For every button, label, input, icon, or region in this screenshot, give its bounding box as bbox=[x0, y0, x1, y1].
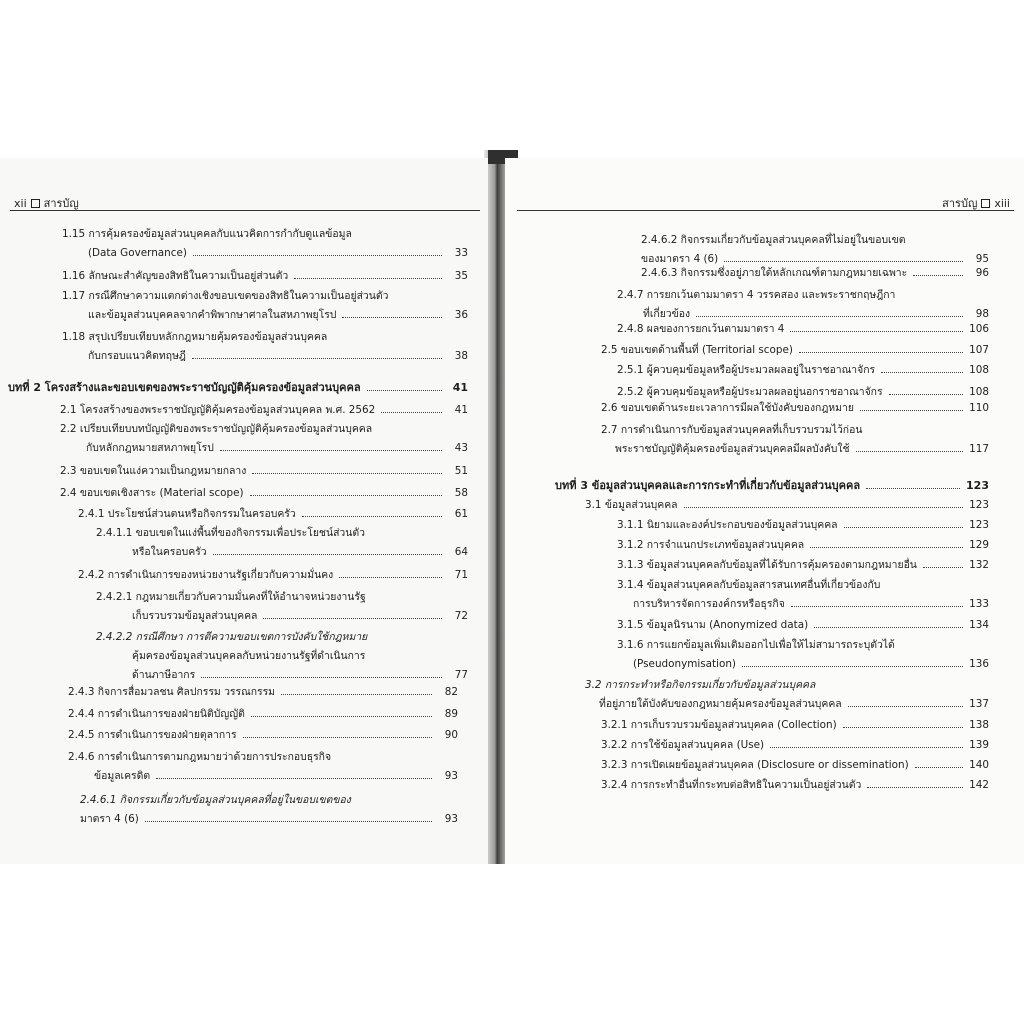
toc-page-number: 64 bbox=[454, 546, 468, 558]
right-page bbox=[505, 158, 1024, 864]
dot-leader bbox=[696, 316, 963, 317]
toc-entry-text: 2.5.2 ผู้ควบคุมข้อมูลหรือผู้ประมวลผลอยู่นอกราชอาณาจักร bbox=[617, 386, 883, 398]
toc-entry-text: 1.15 การคุ้มครองข้อมูลส่วนบุคคลกับแนวคิดการกำกับดูแลข้อมูล bbox=[62, 228, 352, 240]
toc-page-number: 133 bbox=[969, 598, 989, 610]
dot-leader bbox=[848, 706, 963, 707]
toc-entry bbox=[617, 576, 989, 614]
toc-entry-line bbox=[68, 705, 458, 724]
toc-page-number: 129 bbox=[969, 539, 989, 551]
toc-entry bbox=[617, 636, 989, 674]
dot-leader bbox=[843, 727, 963, 728]
toc-entry-line bbox=[601, 399, 989, 418]
toc-entry bbox=[68, 683, 458, 702]
toc-entry-line bbox=[617, 616, 989, 635]
toc-entry-text: ด้านภาษีอากร bbox=[132, 669, 196, 681]
toc-entry bbox=[617, 556, 989, 575]
toc-entry-text: 3.2.1 การเก็บรวบรวมข้อมูลส่วนบุคคล (Collection) bbox=[601, 719, 837, 731]
toc-entry-text: 2.4.4 การดำเนินการของฝ่ายนิติบัญญัติ bbox=[68, 708, 245, 720]
toc-entry-text: 2.4.6.1 กิจกรรมเกี่ยวกับข้อมูลส่วนบุคคลที่อยู่ในขอบเขตของ bbox=[80, 794, 351, 806]
dot-leader bbox=[243, 737, 432, 738]
toc-page-number: 98 bbox=[975, 308, 989, 320]
toc-entry-line bbox=[601, 440, 989, 459]
dot-leader bbox=[281, 694, 432, 695]
toc-entry-text: 3.1 ข้อมูลส่วนบุคคล bbox=[585, 499, 678, 511]
toc-page-number: 96 bbox=[975, 267, 989, 279]
toc-entry-line bbox=[617, 556, 989, 575]
dot-leader bbox=[923, 567, 963, 568]
toc-chapter-entry bbox=[8, 378, 468, 397]
dot-leader bbox=[856, 451, 963, 452]
toc-entry-text: 2.4.1.1 ขอบเขตในแง่พื้นที่ของกิจกรรมเพื่อประโยชน์ส่วนตัว bbox=[96, 527, 365, 539]
toc-entry-line bbox=[601, 716, 989, 735]
toc-entry-text: 2.4.5 การดำเนินการของฝ่ายตุลาการ bbox=[68, 729, 237, 741]
dot-leader bbox=[866, 488, 960, 489]
toc-page-number: 51 bbox=[454, 465, 468, 477]
toc-entry-line bbox=[80, 810, 458, 829]
toc-entry-text: 1.16 ลักษณะสำคัญของสิทธิในความเป็นอยู่ส่วนตัว bbox=[62, 270, 289, 282]
page-numeral: xiii bbox=[994, 196, 1010, 210]
dot-leader bbox=[367, 390, 442, 391]
dot-leader bbox=[252, 473, 442, 474]
dot-leader bbox=[881, 372, 963, 373]
toc-entry-text: 3.2 การกระทำหรือกิจกรรมเกี่ยวกับข้อมูลส่วนบุคคล bbox=[585, 679, 816, 691]
toc-entry-text: บทที่ 2 โครงสร้างและขอบเขตของพระราชบัญญัติคุ้มครองข้อมูลส่วนบุคคล bbox=[8, 381, 361, 394]
toc-entry bbox=[62, 328, 468, 366]
toc-entry bbox=[585, 676, 989, 714]
toc-page-number: 110 bbox=[969, 402, 989, 414]
toc-entry bbox=[60, 420, 468, 458]
toc-entry-line bbox=[78, 566, 468, 585]
toc-entry-text: หรือในครอบครัว bbox=[132, 546, 207, 558]
toc-entry-text: และข้อมูลส่วนบุคคลจากคำพิพากษาศาลในสหภาพยุโรป bbox=[88, 309, 337, 321]
toc-page-number: 41 bbox=[452, 381, 468, 394]
toc-entry-line bbox=[62, 347, 468, 366]
toc-entry-text: 2.7 การดำเนินการกับข้อมูลส่วนบุคคลที่เก็บรวบรวมไว้ก่อน bbox=[601, 424, 863, 436]
toc-entry-text: 2.3 ขอบเขตในแง่ความเป็นกฎหมายกลาง bbox=[60, 465, 247, 477]
toc-entry-text: การบริหารจัดการองค์กรหรือธุรกิจ bbox=[633, 598, 785, 610]
toc-entry-text: 2.4.8 ผลของการยกเว้นตามมาตรา 4 bbox=[617, 323, 785, 335]
dot-leader bbox=[889, 394, 963, 395]
toc-entry-text: คุ้มครองข้อมูลส่วนบุคคลกับหน่วยงานรัฐที่ดำเนินการ bbox=[132, 650, 366, 662]
toc-page-number: 77 bbox=[454, 669, 468, 681]
toc-page-number: 134 bbox=[969, 619, 989, 631]
toc-entry-text: กับหลักกฎหมายสหภาพยุโรป bbox=[86, 442, 214, 454]
toc-entry-text: 2.1 โครงสร้างของพระราชบัญญัติคุ้มครองข้อมูลส่วนบุคคล พ.ศ. 2562 bbox=[60, 404, 376, 416]
toc-entry bbox=[601, 756, 989, 775]
toc-page-number: 132 bbox=[969, 559, 989, 571]
dot-leader bbox=[867, 787, 963, 788]
dot-leader bbox=[742, 666, 963, 667]
dot-leader bbox=[724, 261, 963, 262]
toc-entry-line bbox=[555, 476, 989, 495]
toc-entry bbox=[62, 225, 468, 263]
toc-entry-text: 3.1.6 การแยกข้อมูลเพิ่มเติมออกไปเพื่อให้ไม่สามารถระบุตัวได้ bbox=[617, 639, 895, 651]
dot-leader bbox=[193, 255, 442, 256]
toc-entry-line bbox=[68, 683, 458, 702]
toc-page-number: 72 bbox=[454, 610, 468, 622]
toc-entry-text: (Data Governance) bbox=[88, 247, 187, 259]
dot-leader bbox=[790, 331, 963, 332]
toc-entry-text: 2.2 เปรียบเทียบบทบัญญัติของพระราชบัญญัติคุ้มครองข้อมูลส่วนบุคคล bbox=[60, 423, 373, 435]
toc-page-number: 95 bbox=[975, 253, 989, 265]
toc-entry-line bbox=[617, 655, 989, 674]
toc-entry bbox=[601, 421, 989, 459]
toc-entry bbox=[601, 736, 989, 755]
toc-entry-text: เก็บรวบรวมข้อมูลส่วนบุคคล bbox=[132, 610, 258, 622]
toc-page-number: 36 bbox=[454, 309, 468, 321]
toc-entry-line bbox=[68, 726, 458, 745]
toc-entry-text: ที่เกี่ยวข้อง bbox=[643, 308, 691, 320]
dot-leader bbox=[684, 507, 963, 508]
toc-entry bbox=[60, 462, 468, 481]
toc-entry-line bbox=[68, 767, 458, 786]
toc-entry-text: 2.5 ขอบเขตด้านพื้นที่ (Territorial scope) bbox=[601, 344, 793, 356]
toc-entry-text: 2.4.6 การดำเนินการตามกฎหมายว่าด้วยการประกอบธุรกิจ bbox=[68, 751, 332, 763]
left-page bbox=[0, 158, 488, 864]
square-icon bbox=[981, 199, 990, 208]
dot-leader bbox=[156, 778, 432, 779]
toc-entry-line bbox=[617, 361, 989, 380]
toc-entry bbox=[601, 399, 989, 418]
dot-leader bbox=[339, 577, 442, 578]
dot-leader bbox=[913, 275, 963, 276]
toc-entry-text: 3.1.1 นิยามและองค์ประกอบของข้อมูลส่วนบุคคล bbox=[617, 519, 838, 531]
dot-leader bbox=[213, 554, 442, 555]
dot-leader bbox=[145, 821, 432, 822]
toc-entry-text: ที่อยู่ภายใต้บังคับของกฎหมายคุ้มครองข้อมูลส่วนบุคคล bbox=[599, 698, 842, 710]
page-numeral: xii bbox=[14, 196, 27, 210]
toc-entry-text: บทที่ 3 ข้อมูลส่วนบุคคลและการกระทำที่เกี่ยวกับข้อมูลส่วนบุคคล bbox=[555, 479, 861, 492]
toc-entry bbox=[617, 536, 989, 555]
dot-leader bbox=[201, 677, 442, 678]
toc-page-number: 35 bbox=[454, 270, 468, 282]
toc-entry-text: 2.4.2 การดำเนินการของหน่วยงานรัฐเกี่ยวกับความมั่นคง bbox=[78, 569, 334, 581]
toc-entry bbox=[601, 776, 989, 795]
toc-entry bbox=[617, 320, 989, 339]
toc-entry bbox=[617, 286, 989, 324]
toc-page-number: 41 bbox=[454, 404, 468, 416]
toc-page-number: 140 bbox=[969, 759, 989, 771]
toc-entry bbox=[617, 361, 989, 380]
dot-leader bbox=[251, 716, 432, 717]
toc-page-number: 82 bbox=[444, 686, 458, 698]
toc-page-number: 108 bbox=[969, 386, 989, 398]
toc-page-number: 137 bbox=[969, 698, 989, 710]
toc-page-number: 89 bbox=[444, 708, 458, 720]
toc-entry bbox=[96, 628, 468, 685]
toc-entry bbox=[68, 705, 458, 724]
dot-leader bbox=[860, 410, 963, 411]
toc-entry-line bbox=[617, 595, 989, 614]
toc-entry-line bbox=[62, 306, 468, 325]
toc-page-number: 43 bbox=[454, 442, 468, 454]
toc-entry bbox=[96, 524, 468, 562]
toc-entry bbox=[78, 566, 468, 585]
toc-entry-text: 2.4.6.3 กิจกรรมซึ่งอยู่ภายใต้หลักเกณฑ์ตามกฎหมายเฉพาะ bbox=[641, 267, 908, 279]
toc-page-number: 90 bbox=[444, 729, 458, 741]
toc-entry-text: 3.2.2 การใช้ข้อมูลส่วนบุคคล (Use) bbox=[601, 739, 765, 751]
toc-page-number: 107 bbox=[969, 344, 989, 356]
toc-entry-line bbox=[601, 776, 989, 795]
toc-entry-line bbox=[601, 341, 989, 360]
toc-page-number: 123 bbox=[969, 519, 989, 531]
toc-entry-text: (Pseudonymisation) bbox=[633, 658, 736, 670]
toc-entry-text: 3.1.5 ข้อมูลนิรนาม (Anonymized data) bbox=[617, 619, 809, 631]
toc-entry bbox=[68, 726, 458, 745]
dot-leader bbox=[770, 747, 963, 748]
dot-leader bbox=[192, 358, 442, 359]
square-icon bbox=[31, 199, 40, 208]
toc-entry-line bbox=[601, 736, 989, 755]
toc-page-number: 38 bbox=[454, 350, 468, 362]
dot-leader bbox=[810, 547, 963, 548]
toc-chapter-entry bbox=[555, 476, 989, 495]
toc-entry-line bbox=[60, 462, 468, 481]
toc-entry bbox=[78, 505, 468, 524]
toc-entry bbox=[96, 588, 468, 626]
toc-entry-line bbox=[96, 543, 468, 562]
toc-page-number: 123 bbox=[966, 479, 989, 492]
toc-entry-text: พระราชบัญญัติคุ้มครองข้อมูลส่วนบุคคลมีผลบังคับใช้ bbox=[615, 443, 850, 455]
toc-entry bbox=[601, 341, 989, 360]
toc-entry-line bbox=[585, 496, 989, 515]
dot-leader bbox=[814, 627, 963, 628]
toc-entry-text: 2.5.1 ผู้ควบคุมข้อมูลหรือผู้ประมวลผลอยู่ในราชอาณาจักร bbox=[617, 364, 876, 376]
dot-leader bbox=[250, 495, 442, 496]
toc-page-number: 71 bbox=[454, 569, 468, 581]
toc-entry-line bbox=[641, 264, 989, 283]
dot-leader bbox=[799, 352, 963, 353]
toc-entry-text: 2.4.2.1 กฎหมายเกี่ยวกับความมั่นคงที่ให้อำนาจหน่วยงานรัฐ bbox=[96, 591, 366, 603]
toc-page-number: 93 bbox=[444, 813, 458, 825]
toc-entry bbox=[60, 401, 468, 420]
toc-entry-line bbox=[60, 439, 468, 458]
toc-entry bbox=[585, 496, 989, 515]
toc-entry-line bbox=[96, 607, 468, 626]
toc-entry-line bbox=[617, 536, 989, 555]
toc-entry-line bbox=[78, 505, 468, 524]
toc-page-number: 138 bbox=[969, 719, 989, 731]
toc-page-number: 61 bbox=[454, 508, 468, 520]
toc-entry-line bbox=[62, 267, 468, 286]
header-rule bbox=[10, 210, 480, 211]
toc-entry-line bbox=[62, 244, 468, 263]
toc-entry-line bbox=[8, 378, 468, 397]
dot-leader bbox=[302, 516, 442, 517]
toc-entry-line bbox=[60, 484, 468, 503]
toc-entry-text: กับกรอบแนวคิดทฤษฎี bbox=[88, 350, 186, 362]
toc-page-number: 117 bbox=[969, 443, 989, 455]
toc-page-number: 142 bbox=[969, 779, 989, 791]
toc-entry-text: 2.4.1 ประโยชน์ส่วนตนหรือกิจกรรมในครอบครัว bbox=[78, 508, 296, 520]
toc-entry-text: มาตรา 4 (6) bbox=[80, 813, 139, 825]
toc-entry-text: 1.17 กรณีศึกษาความแตกต่างเชิงขอบเขตของสิทธิในความเป็นอยู่ส่วนตัว bbox=[62, 290, 389, 302]
toc-entry-text: 3.2.4 การกระทำอื่นที่กระทบต่อสิทธิในความเป็นอยู่ส่วนตัว bbox=[601, 779, 862, 791]
toc-entry bbox=[617, 516, 989, 535]
toc-page-number: 106 bbox=[969, 323, 989, 335]
toc-entry-text: 2.4.7 การยกเว้นตามมาตรา 4 วรรคสอง และพระราชกฤษฎีกา bbox=[617, 289, 896, 301]
toc-entry-text: ของมาตรา 4 (6) bbox=[641, 253, 719, 265]
toc-entry-text: 2.6 ขอบเขตด้านระยะเวลาการมีผลใช้บังคับของกฎหมาย bbox=[601, 402, 854, 414]
toc-entry bbox=[641, 264, 989, 283]
dot-leader bbox=[220, 450, 442, 451]
toc-page-number: 108 bbox=[969, 364, 989, 376]
toc-entry bbox=[80, 791, 458, 829]
toc-page-number: 93 bbox=[444, 770, 458, 782]
toc-entry bbox=[617, 616, 989, 635]
header-title: สารบัญ bbox=[942, 197, 978, 210]
toc-entry-text: ข้อมูลเครดิต bbox=[94, 770, 151, 782]
dot-leader bbox=[915, 767, 963, 768]
toc-entry-text: 3.2.3 การเปิดเผยข้อมูลส่วนบุคคล (Disclosure or dissemination) bbox=[601, 759, 909, 771]
dot-leader bbox=[381, 412, 442, 413]
toc-page-number: 33 bbox=[454, 247, 468, 259]
toc-page-number: 58 bbox=[454, 487, 468, 499]
dot-leader bbox=[342, 317, 442, 318]
toc-entry-text: 2.4.6.2 กิจกรรมเกี่ยวกับข้อมูลส่วนบุคคลที่ไม่อยู่ในขอบเขต bbox=[641, 234, 906, 246]
toc-entry-text: 3.1.2 การจำแนกประเภทข้อมูลส่วนบุคคล bbox=[617, 539, 805, 551]
toc-page-number: 139 bbox=[969, 739, 989, 751]
toc-page-number: 136 bbox=[969, 658, 989, 670]
toc-entry bbox=[62, 287, 468, 325]
dot-leader bbox=[263, 618, 442, 619]
header-rule bbox=[517, 210, 1014, 211]
dot-leader bbox=[844, 527, 963, 528]
dot-leader bbox=[294, 278, 442, 279]
dot-leader bbox=[791, 606, 963, 607]
header-title: สารบัญ bbox=[43, 197, 79, 210]
toc-entry-line bbox=[601, 756, 989, 775]
toc-entry-line bbox=[585, 695, 989, 714]
toc-entry-line bbox=[617, 516, 989, 535]
toc-entry bbox=[62, 267, 468, 286]
toc-entry-text: 3.1.4 ข้อมูลส่วนบุคคลกับข้อมูลสารสนเทศอื่นที่เกี่ยวข้องกับ bbox=[617, 579, 881, 591]
toc-entry-line bbox=[617, 320, 989, 339]
toc-entry-text: 2.4 ขอบเขตเชิงสาระ (Material scope) bbox=[60, 487, 244, 499]
toc-page-number: 123 bbox=[969, 499, 989, 511]
toc-entry bbox=[60, 484, 468, 503]
toc-entry bbox=[601, 716, 989, 735]
toc-entry-text: 1.18 สรุปเปรียบเทียบหลักกฎหมายคุ้มครองข้อมูลส่วนบุคคล bbox=[62, 331, 328, 343]
toc-entry-text: 2.4.3 กิจการสื่อมวลชน ศิลปกรรม วรรณกรรม bbox=[68, 686, 276, 698]
toc-entry-line bbox=[60, 401, 468, 420]
toc-entry-text: 3.1.3 ข้อมูลส่วนบุคคลกับข้อมูลที่ได้รับการคุ้มครองตามกฎหมายอื่น bbox=[617, 559, 917, 571]
toc-entry bbox=[68, 748, 458, 786]
toc-entry-text: 2.4.2.2 กรณีศึกษา การตีความขอบเขตการบังคับใช้กฎหมาย bbox=[96, 631, 368, 643]
